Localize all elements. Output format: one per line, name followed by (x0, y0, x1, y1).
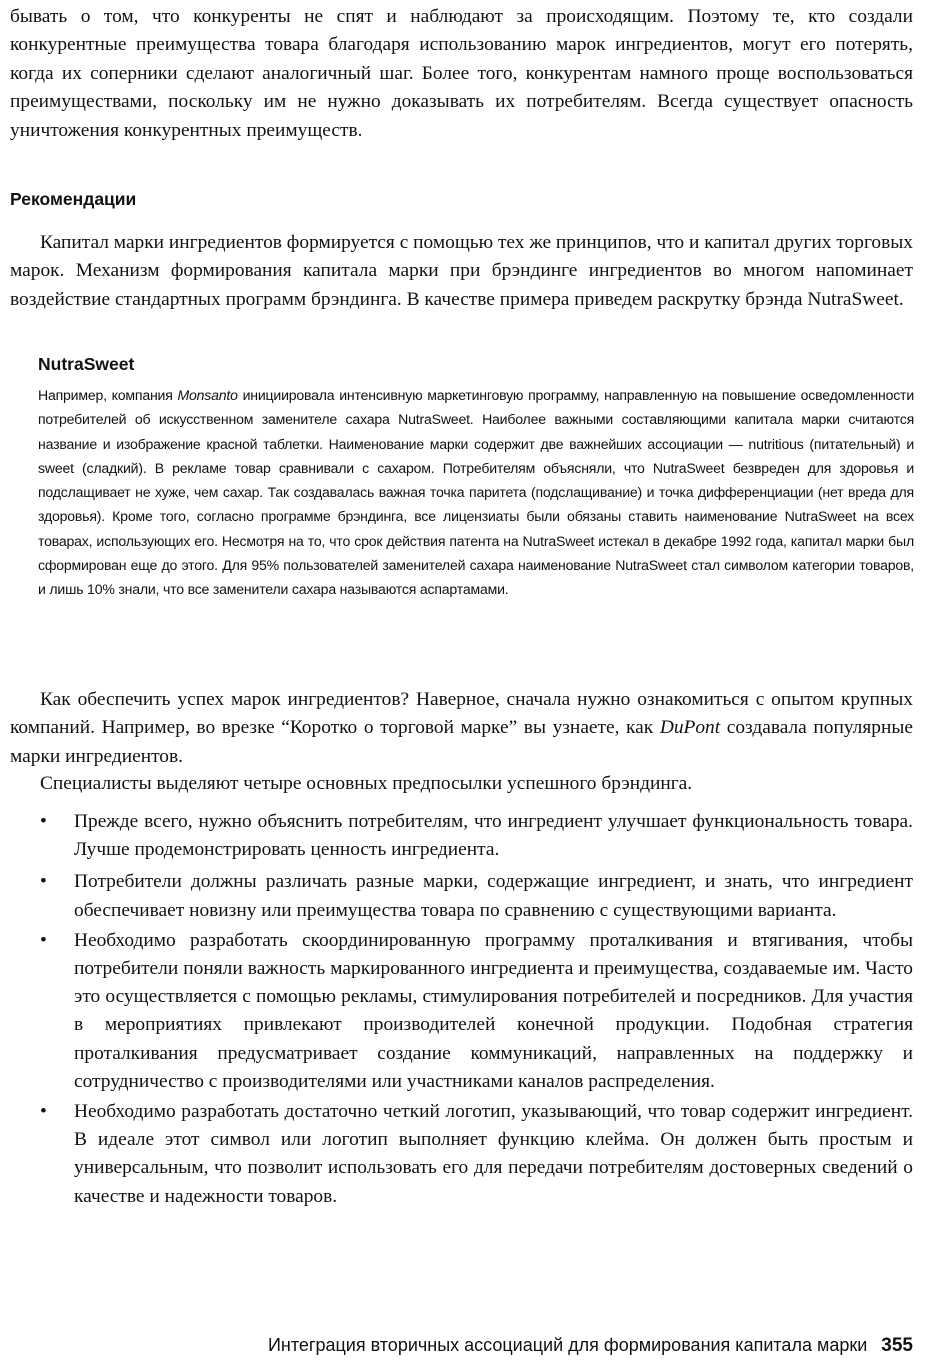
how-paragraph (10, 686, 913, 771)
specialists-paragraph: Специалисты выделяют четыре основных предпосылки успешного брэндинга. (40, 773, 693, 794)
sidebar-box (38, 354, 914, 602)
list-item-text: Потребители должны различать разные марки, содержащие ингредиент, и знать, что ингредиент обеспечивает новизну или преимущества товара по сравнению с существующими варианта. (74, 871, 913, 921)
box-text (38, 383, 914, 602)
how-text-start: Как обеспечить успех марок ингредиентов? Наверное, сначала нужно ознакомиться с опытом крупных компаний. Например, во врезке “Коротко о торговой марке” вы узнаете, как (10, 689, 913, 739)
how-company-name: DuPont (659, 717, 721, 739)
list-item (10, 808, 913, 864)
recommendations-paragraph: Капитал марки ингредиентов формируется с помощью тех же принципов, что и капитал других торговых марок. Механизм формирования капитала марки при брэндинге ингредиентов во многом напоминает воздействие стандартных программ брэндинга. В качестве примера приведем раскрутку брэнда NutraSweet. (10, 232, 913, 310)
section-heading: Рекомендации (10, 189, 137, 209)
bullet-icon: • (40, 1101, 47, 1123)
how-text-end: создавала популярные марки ингредиентов. (10, 717, 913, 767)
list-item (10, 868, 913, 924)
bullet-icon: • (40, 871, 47, 893)
box-text-start: Например, компания (38, 387, 178, 403)
list-item-text: Необходимо разработать скоординированную программу проталкивания и втягивания, чтобы потребители поняли важность маркированного ингредиента и преимущества, создаваемые им. Часто это осуществляется с помощью рекламы, стимулирования потребителей и посредников. Для участия в мероприятиях привлекают производителей конечной продукции. Подобная стратегия проталкивания предусматривает создание коммуникаций, направленных на поддержку и сотрудничество с производителями или участниками каналов распределения. (74, 929, 913, 1092)
intro-paragraph: бывать о том, что конкуренты не спят и наблюдают за происходящим. Поэтому те, кто создали конкурентные преимущества товара благодаря использованию марок ингредиентов, могут его потерять, когда их соперники сделают аналогичный шаг. Более того, конкурентам намного проще воспользоваться преимуществами, поскольку им не нужно доказывать их потребителям. Всегда существует опасность уничтожения конкурентных преимуществ. (10, 6, 913, 141)
page-number: 355 (881, 1335, 913, 1356)
list-item (10, 1098, 913, 1211)
list-item-text: Необходимо разработать достаточно четкий логотип, указывающий, что товар содержит ингредиент. В идеале этот символ или логотип выполняет функцию клейма. Он должен быть простым и универсальным, что позволит использовать его для передачи потребителям достоверных сведений о качестве и надежности товаров. (74, 1101, 913, 1207)
box-title: NutraSweet (38, 354, 135, 374)
bullet-icon: • (40, 929, 47, 951)
list-item (10, 927, 913, 1096)
box-text-rest: инициировала интенсивную маркетинговую программу, направленную на повышение осведомленности потребителей об искусственном заменителе сахара NutraSweet. Наиболее важными составляющими капитала марки считаются название и изображение красной таблетки. Наименование марки содержит две важнейших ассоциации — nutritious (питательный) и sweet (сладкий). В рекламе товар сравнивали с сахаром. Потребителям объясняли, что NutraSweet безвреден для здоровья и подслащивает не хуже, чем сахар. Так создавалась важная точка паритета (подслащивание) и точка дифференциации (нет вреда для здоровья). Кроме того, согласно программе брэндинга, все лицензиаты были обязаны ставить наименование NutraSweet на всех товарах, использующих его. Несмотря на то, что срок действия патента на NutraSweet истекал в декабре 1992 года, капитал марки был сформирован еще до этого. Для 95% пользователей заменителей сахара наименование NutraSweet стал символом категории товаров, и лишь 10% знали, что все заменители сахара называются аспартамами. (38, 387, 914, 598)
running-title: Интеграция вторичных ассоциаций для формирования капитала марки (267, 1335, 868, 1355)
page-footer (268, 1335, 913, 1357)
bullet-icon: • (40, 811, 47, 832)
box-company-name: Monsanto (177, 387, 238, 403)
prerequisites-list (10, 808, 913, 1213)
list-item-text: Прежде всего, нужно объяснить потребителям, что ингредиент улучшает функциональность товара. Лучше продемонстрировать ценность ингредиента. (74, 811, 913, 861)
